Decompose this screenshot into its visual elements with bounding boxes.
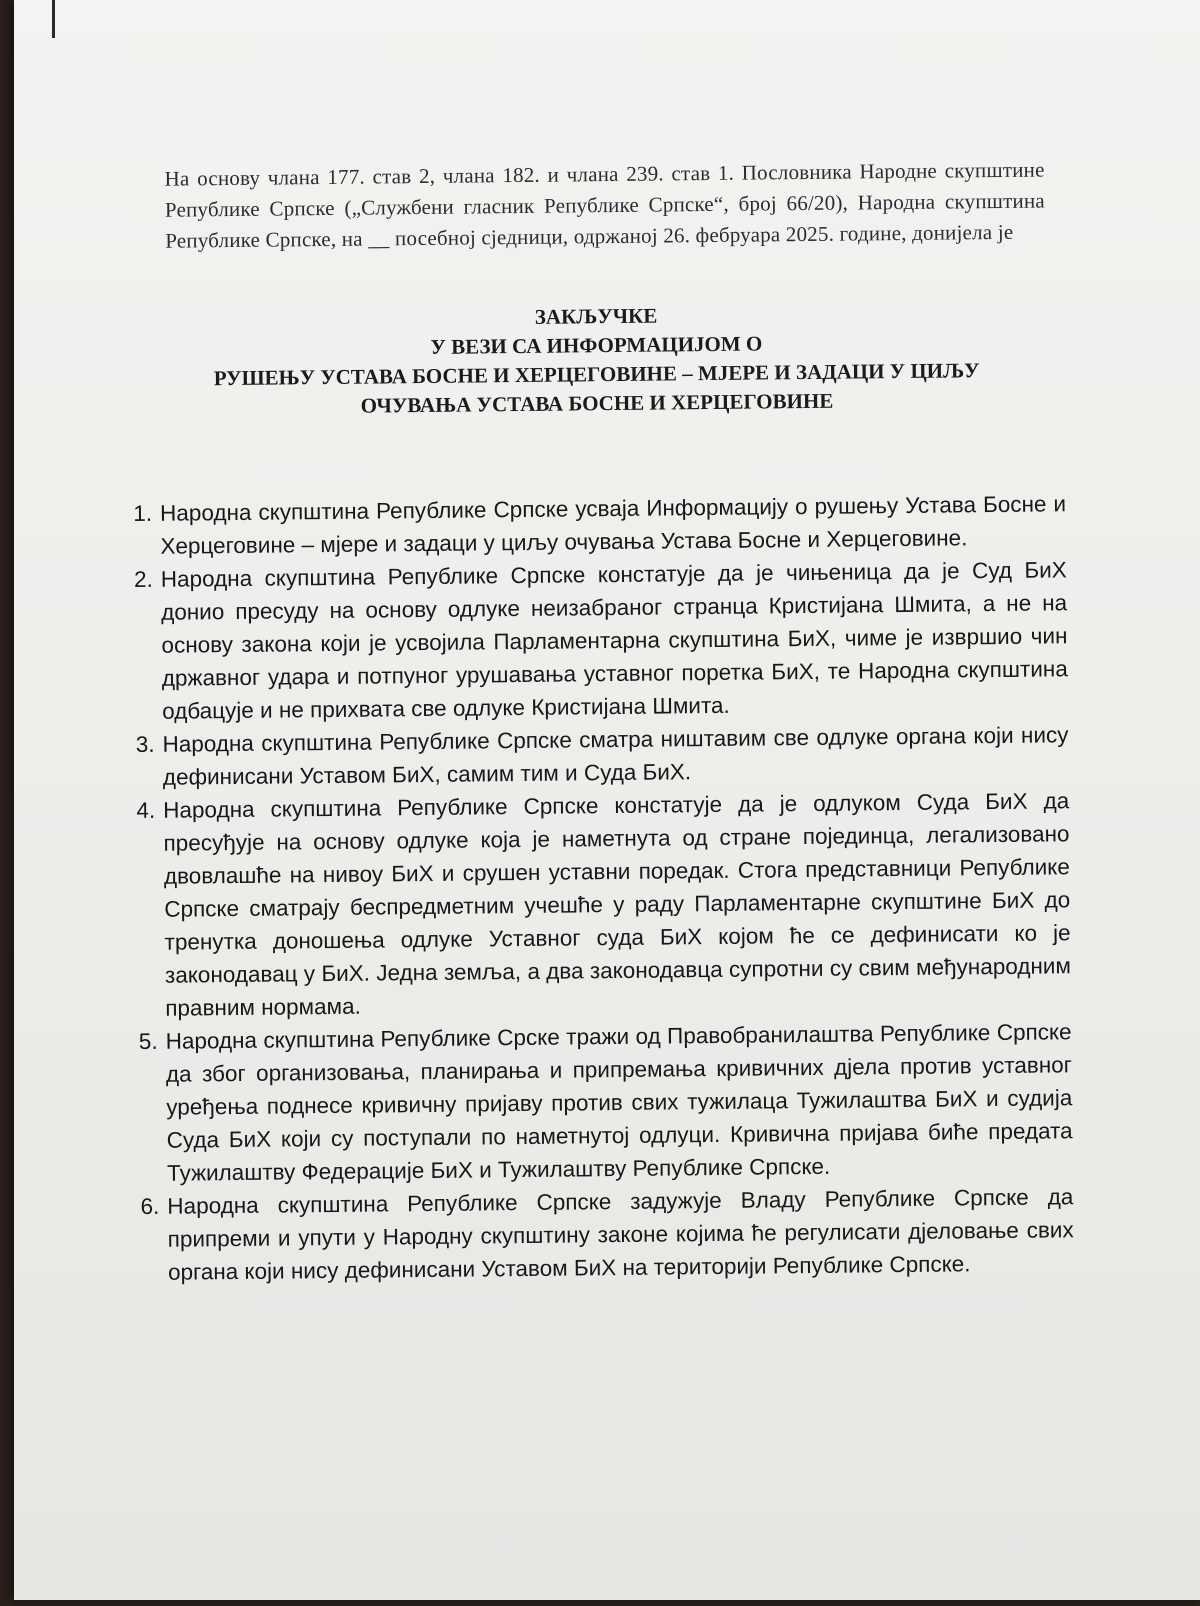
- conclusion-item: [123, 1180, 1074, 1289]
- item-text: Народна скупштина Републике Српске констатује да је чињеница да је Суд БиХ донио пресуду на основу одлуке неизабраног странца Кристијана Шмита, а не на основу закона који је усвојила Парламентарна скупштина БиХ, чиме је извршио чин државног удара и потпуног урушавања уставног поретка БиХ, те Народна скупштина одбацује и не прихвата све одлуке Кристијана Шмита.: [160, 557, 1068, 724]
- item-number: 1.: [133, 500, 153, 527]
- title-line-4: ОЧУВАЊА УСТАВА БОСНЕ И ХЕРЦЕГОВИНЕ: [360, 388, 834, 418]
- item-number: 6.: [140, 1193, 160, 1220]
- item-text: Народна скупштина Републике Српске усваја Информацију о рушењу Устава Босне и Херцеговине – мјере и задаци у циљу очувања Устава Босне и Херцеговине.: [159, 491, 1067, 559]
- item-number: 3.: [135, 731, 155, 758]
- conclusions-list: [116, 487, 1074, 1289]
- item-number: 2.: [133, 566, 153, 593]
- item-number: 5.: [138, 1028, 158, 1055]
- item-text: Народна скупштина Републике Српске сматра ништавим све одлуке органа који нису дефинисани Уставом БиХ, самим тим и Суда БиХ.: [162, 722, 1069, 790]
- title-line-1: ЗАКЉУЧКЕ: [534, 303, 658, 329]
- conclusion-item: [118, 718, 1069, 794]
- title-line-3: РУШЕЊУ УСТАВА БОСНЕ И ХЕРЦЕГОВИНЕ – МЈЕРЕ И ЗАДАЦИ У ЦИЉУ: [213, 358, 980, 391]
- item-number: 4.: [136, 797, 156, 824]
- item-text: Народна скупштина Републике Српске констатује да је одлуком Суда БиХ да пресуђује на основу одлуке која је наметнута од стране појединца, легализовано двовлашће на нивоу БиХ и срушен уставни поредак. Стога представници Републике Српске сматрају беспредметним учешће у раду Парламентарне скупштине БиХ до тренутка доношења одлуке Уставног суда БиХ којом ће се дефинисати ко је законодавац у БиХ. Једна земља, а два законодавца супротни су свим међународним правним нормама.: [163, 788, 1072, 1021]
- conclusion-item: [117, 553, 1069, 728]
- title-line-2: У ВЕЗИ СА ИНФОРМАЦИЈОМ О: [430, 331, 763, 359]
- document-content: [13, 0, 1200, 1606]
- preamble-paragraph: На основу члана 177. став 2, члана 182. и члана 239. став 1. Пословника Народне скупштине Републике Српске („Службени гласник Републике Српске“, број 66/20), Народна скупштина Републике Српске, на __ посебној сједници, одржаној 26. фебруара 2025. године, донијела је: [164, 157, 1045, 253]
- document-page: [14, 0, 1200, 1600]
- conclusion-item: [116, 487, 1067, 563]
- conclusion-item: [119, 784, 1071, 1025]
- conclusion-item: [121, 1015, 1073, 1190]
- document-title: [146, 297, 1047, 422]
- item-text: Народна скупштина Републике Српске задужује Владу Републике Српске да припреми и упути у Народну скупштину законе којима ће регулисати дјеловање свих органа који нису дефинисани Уставом БиХ на територији Републике Српске.: [167, 1184, 1074, 1285]
- item-text: Народна скупштина Републике Срске тражи од Правобранилаштва Републике Српске да због организовања, планирања и припремања кривичних дјела против уставног уређења поднесе кривичну пријаву против свих тужилаца Тужилаштва БиХ и судија Суда БиХ који су поступали по наметнутој одлуци. Кривична пријава биће предата Тужилаштву Федерације БиХ и Тужилаштву Републике Српске.: [165, 1019, 1073, 1186]
